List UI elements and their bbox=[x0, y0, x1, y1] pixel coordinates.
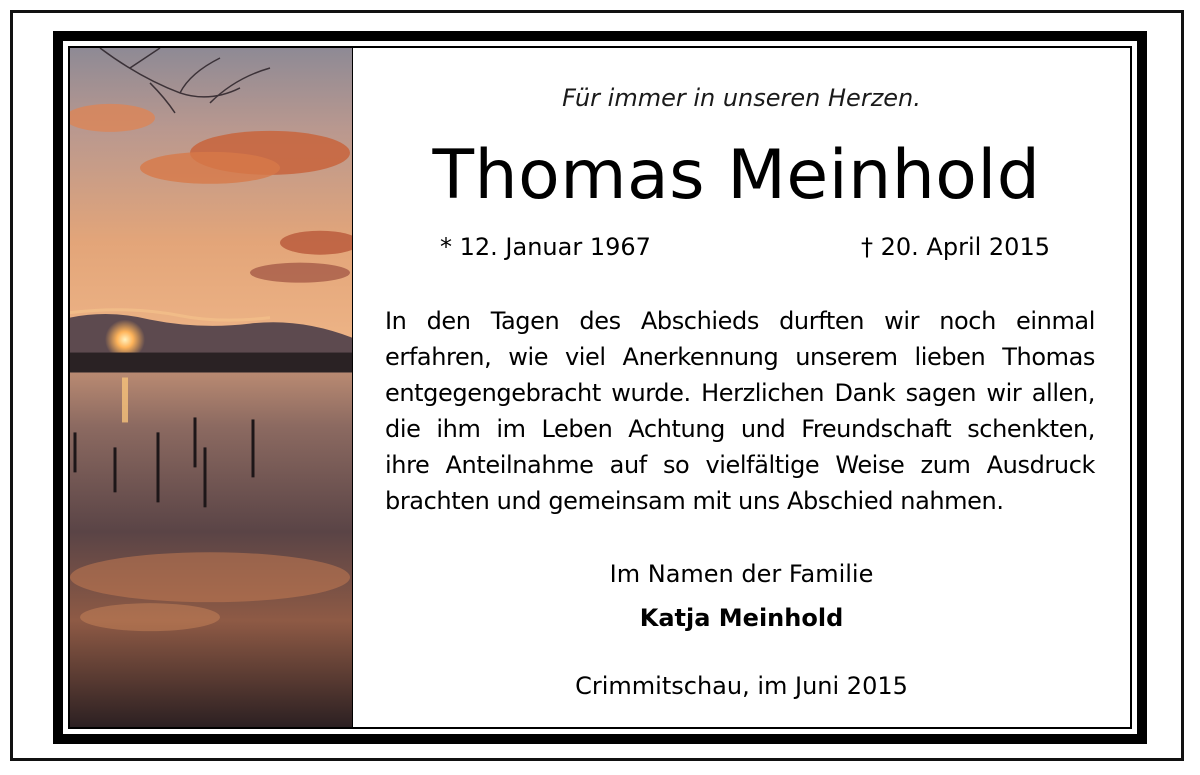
message-line: brachten und gemeinsam mit uns Abschied nahmen. bbox=[385, 487, 1004, 515]
message-line: entgegengebracht wurde. Herzlichen Dank sagen wir allen, bbox=[385, 379, 1095, 407]
family-signatory: Katja Meinhold bbox=[639, 604, 844, 632]
sunset-lake-icon bbox=[70, 48, 352, 727]
message-line: ihre Anteilnahme auf so vielfältige Weise zum Ausdruck bbox=[385, 451, 1095, 479]
birth-date: * 12. Januar 1967 bbox=[440, 233, 651, 261]
message-line: In den Tagen des Abschieds durften wir noch einmal bbox=[385, 307, 1095, 335]
notice-text-area bbox=[353, 48, 1130, 727]
notice-subtitle: Für immer in unseren Herzen. bbox=[562, 84, 921, 112]
notice-frame bbox=[53, 31, 1147, 744]
family-label: Im Namen der Familie bbox=[609, 560, 874, 588]
sunset-lake-photo bbox=[70, 48, 353, 727]
death-date: † 20. April 2015 bbox=[861, 233, 1050, 261]
message-line: erfahren, wie viel Anerkennung unserem lieben Thomas bbox=[385, 343, 1095, 371]
deceased-name: Thomas Meinhold bbox=[432, 136, 1041, 215]
gratitude-message bbox=[385, 303, 1095, 519]
place-and-date: Crimmitschau, im Juni 2015 bbox=[575, 672, 908, 700]
notice-inner-frame bbox=[68, 46, 1132, 729]
message-line: die ihm im Leben Achtung und Freundschaft schenkten, bbox=[385, 415, 1095, 443]
